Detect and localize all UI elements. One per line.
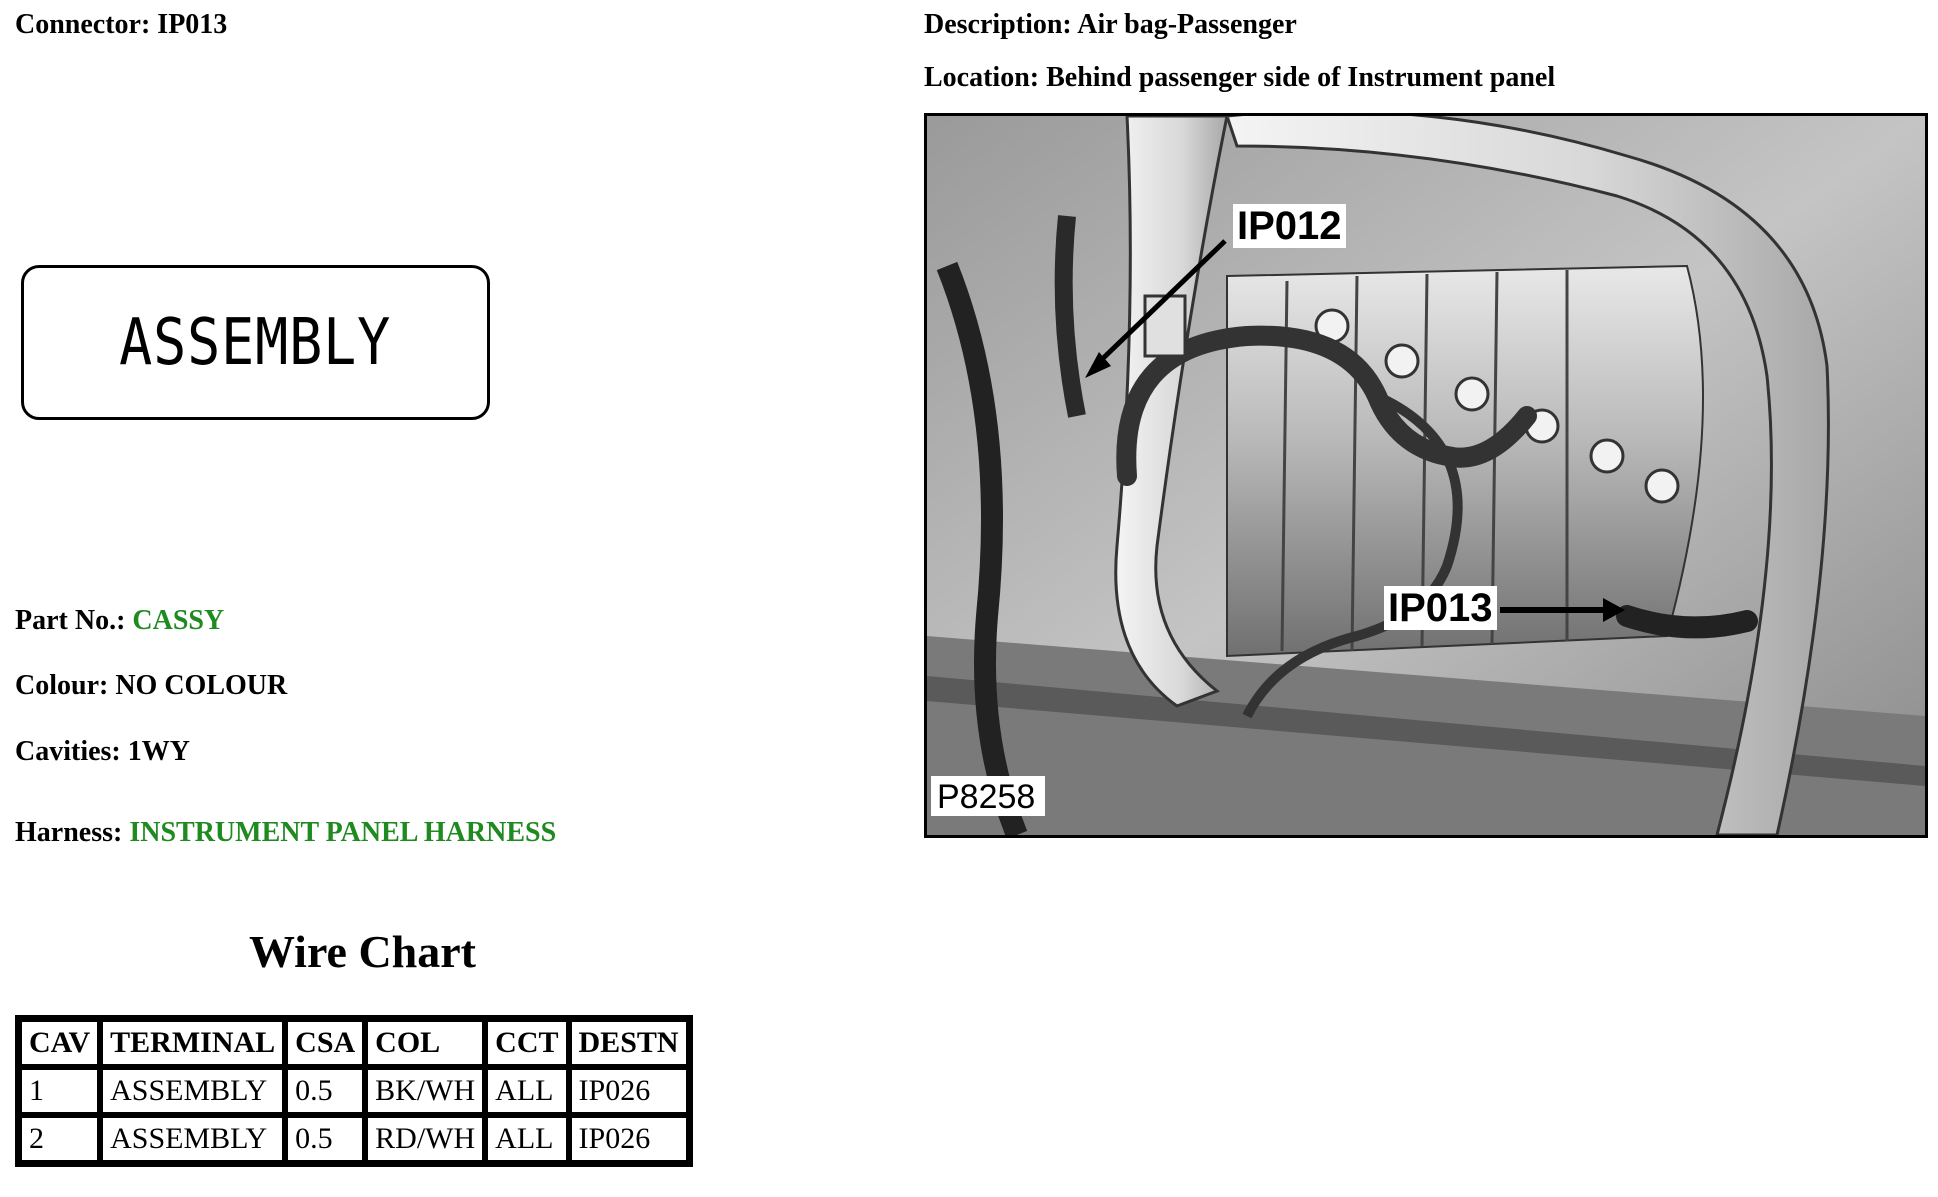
connector-location-photo <box>924 113 1928 838</box>
header-cct: CCT <box>485 1019 568 1067</box>
callout-ip013: IP013 <box>1384 586 1497 630</box>
header-terminal: TERMINAL <box>100 1019 285 1067</box>
cell-col: BK/WH <box>365 1067 485 1115</box>
colour-value: NO COLOUR <box>115 670 288 701</box>
cell-cav: 1 <box>19 1067 100 1115</box>
harness-link[interactable]: INSTRUMENT PANEL HARNESS <box>129 817 557 848</box>
location-label: Location: <box>924 62 1040 93</box>
part-number-label: Part No.: <box>15 605 126 636</box>
callout-ip012: IP012 <box>1233 204 1346 248</box>
cell-terminal: ASSEMBLY <box>100 1115 285 1163</box>
photo-illustration <box>927 116 1925 835</box>
harness-label: Harness: <box>15 817 123 848</box>
part-number-line <box>15 604 224 638</box>
cell-terminal: ASSEMBLY <box>100 1067 285 1115</box>
description-value: Air bag-Passenger <box>1077 9 1297 40</box>
table-row <box>19 1115 689 1163</box>
description-line <box>924 8 1297 42</box>
cavities-label: Cavities: <box>15 736 121 767</box>
cell-destn: IP026 <box>569 1067 689 1115</box>
location-line <box>924 61 1555 95</box>
cavities-value: 1WY <box>127 736 190 767</box>
connector-line <box>15 8 227 42</box>
cell-cct: ALL <box>485 1067 568 1115</box>
header-cav: CAV <box>19 1019 100 1067</box>
header-destn: DESTN <box>569 1019 689 1067</box>
cell-col: RD/WH <box>365 1115 485 1163</box>
description-label: Description: <box>924 9 1072 40</box>
colour-label: Colour: <box>15 670 109 701</box>
assembly-label: ASSEMBLY <box>119 305 392 380</box>
connector-value: IP013 <box>157 9 228 40</box>
header-csa: CSA <box>285 1019 365 1067</box>
connector-face-diagram <box>21 265 490 420</box>
wire-chart-table <box>15 1015 693 1167</box>
cell-destn: IP026 <box>569 1115 689 1163</box>
table-header-row <box>19 1019 689 1067</box>
connector-label: Connector: <box>15 9 151 40</box>
cell-csa: 0.5 <box>285 1115 365 1163</box>
table-row <box>19 1067 689 1115</box>
part-number-link[interactable]: CASSY <box>132 605 225 636</box>
cell-cav: 2 <box>19 1115 100 1163</box>
cavities-line <box>15 735 190 769</box>
wire-chart-title: Wire Chart <box>249 926 476 977</box>
header-col: COL <box>365 1019 485 1067</box>
harness-line <box>15 816 556 850</box>
photo-code: P8258 <box>931 776 1045 816</box>
location-value: Behind passenger side of Instrument panel <box>1046 62 1556 93</box>
cell-cct: ALL <box>485 1115 568 1163</box>
colour-line <box>15 669 287 703</box>
cell-csa: 0.5 <box>285 1067 365 1115</box>
